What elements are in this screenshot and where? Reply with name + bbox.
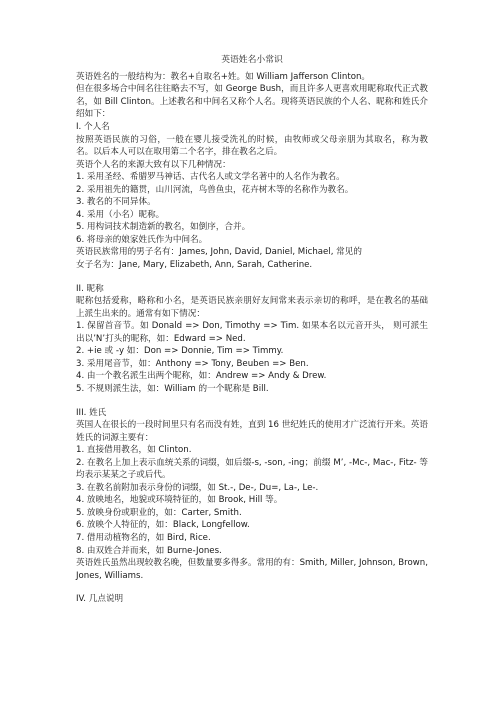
page-title: 英语姓名小常识	[221, 55, 283, 65]
document-body	[76, 71, 428, 606]
section-heading-3: III. 姓氏	[76, 407, 107, 418]
list-item: 1. 采用圣经、希腊罗马神话、古代名人或文学名著中的人名作为教名。	[76, 172, 345, 183]
document-page	[76, 54, 428, 606]
paragraph-intro-1: 英语姓名的一般结构为：教名+自取名+姓。如 William Jafferson Clinton。	[76, 71, 370, 82]
paragraph: 按照英语民族的习俗，一般在婴儿接受洗礼的时候，由牧师或父母亲朋为其取名，称为教名。以后本人可以在取用第二个名字，排在教名之后。	[76, 134, 428, 158]
list-item: 4. 由一个教名派生出两个昵称，如：Andrew => Andy & Drew.	[76, 371, 327, 382]
list-item: 1. 保留首音节。如 Donald => Don, Timothy => Tim. 如果本名以元音开头， 则可派生出以’N’打头的昵称，如：Edward => Ned.	[76, 321, 428, 344]
list-item: 2. 采用祖先的籍贯，山川河流，鸟兽鱼虫，花卉树木等的名称作为教名。	[76, 184, 354, 195]
list-item: 3. 教名的不同异体。	[76, 197, 156, 208]
paragraph: 女子名为：Jane, Mary, Elizabeth, Ann, Sarah, Catherine.	[76, 260, 313, 271]
list-item: 3. 采用尾音节，如：Anthony => Tony, Beuben => Ben.	[76, 358, 309, 369]
paragraph: 英语民族常用的男子名有：James, John, David, Daniel, Michael, 常见的	[76, 247, 362, 258]
list-item: 7. 借用动植物名的，如 Bird, Rice.	[76, 532, 211, 543]
list-item: 2. +ie 或 -y 如：Don => Donnie, Tim => Timmy.	[76, 346, 284, 357]
list-item: 5. 不规则派生法，如：William 的一个昵称是 Bill.	[76, 383, 269, 394]
section-heading-2: II. 昵称	[76, 283, 104, 294]
spacer	[76, 396, 428, 407]
paragraph: 英语个人名的来源大致有以下几种情况：	[76, 159, 231, 170]
paragraph: 英国人在很长的一段时间里只有名而没有姓，直到 16 世纪姓氏的使用才广泛流行开来。英语姓氏的词源主要有：	[76, 420, 428, 443]
spacer	[76, 582, 428, 593]
list-item: 6. 将母亲的娘家姓氏作为中间名。	[76, 234, 208, 245]
list-item: 4. 放映地名，地貌或环境特征的，如 Brook, Hill 等。	[76, 495, 283, 506]
list-item: 1. 直接借用教名，如 Clinton.	[76, 445, 192, 456]
list-item: 5. 用构词技术制造新的教名，如倒序，合并。	[76, 222, 251, 233]
list-item: 8. 由双姓合并而来，如 Burne-Jones.	[76, 545, 222, 556]
spacer	[76, 272, 428, 283]
paragraph-intro-2: 但在很多场合中间名往往略去不写，如 George Bush，而且许多人更喜欢用昵称取代正式教名，如 Bill Clinton。上述教名和中间名又称个人名。现将英语民族的个人名、昵称和姓氏介绍如下：	[76, 84, 428, 120]
paragraph: 英语姓氏虽然出现较教名晚，但数量要多得多。常用的有：Smith, Miller, Johnson, Brown, Jones, Williams.	[76, 558, 428, 581]
list-item: 6. 放映个人特征的，如：Black, Longfellow.	[76, 520, 250, 531]
list-item: 5. 放映身份或职业的，如：Carter, Smith.	[76, 507, 242, 518]
paragraph: 昵称包括爱称，略称和小名，是英语民族亲朋好友间常来表示亲切的称呼，是在教名的基础上派生出来的。通常有如下情况：	[76, 296, 428, 319]
section-heading-4: IV. 几点说明	[76, 594, 124, 605]
list-item: 4. 采用（小名）昵称。	[76, 209, 165, 220]
list-item: 3. 在教名前附加表示身份的词缀，如 St.-, De-, Du=, La-, Le-.	[76, 482, 319, 493]
list-item: 2. 在教名上加上表示血统关系的词缀，如后缀-s, -son, -ing；前缀 M’, -Mc-, Mac-, Fitz- 等均表示某某之子或后代。	[76, 457, 428, 481]
section-heading-1: I. 个人名	[76, 122, 110, 133]
